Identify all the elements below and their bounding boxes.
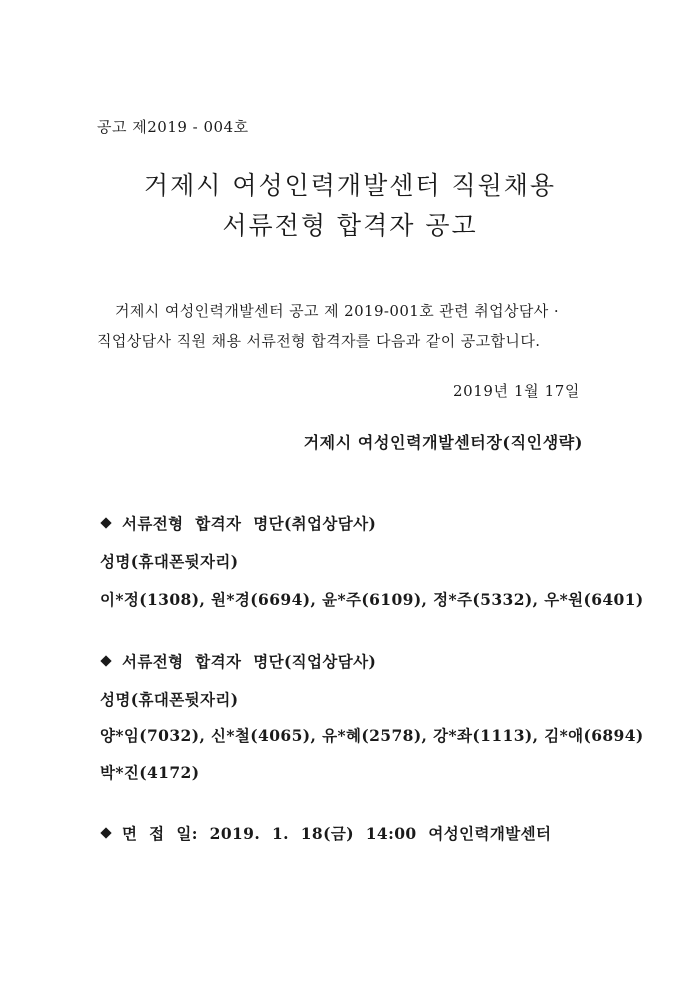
section-1-heading	[100, 512, 376, 534]
section-1-names: 이*정(1308), 원*경(6694), 윤*주(6109), 정*주(5332), 우*원(6401)	[100, 590, 644, 609]
section-1-heading-text: 서류전형 합격자 명단(취업상담사)	[122, 514, 377, 533]
title-line-2: 서류전형 합격자 공고	[222, 211, 478, 240]
diamond-bullet-icon	[100, 517, 111, 528]
signer: 거제시 여성인력개발센터장(직인생략)	[303, 433, 583, 452]
announcement-date: 2019년 1월 17일	[452, 382, 580, 400]
interview-text: 면 접 일: 2019. 1. 18(금) 14:00 여성인력개발센터	[122, 824, 552, 843]
section-2-names-line-1: 양*임(7032), 신*철(4065), 유*혜(2578), 강*좌(1113), 김*애(6894)	[100, 726, 644, 745]
body-line-2: 직업상담사 직원 채용 서류전형 합격자를 다음과 같이 공고합니다.	[97, 332, 541, 350]
title-line-1: 거제시 여성인력개발센터 직원채용	[143, 171, 557, 200]
diamond-bullet-icon	[100, 655, 111, 666]
section-1-subheading: 성명(휴대폰뒷자리)	[100, 552, 239, 571]
section-2-heading-text: 서류전형 합격자 명단(직업상담사)	[122, 652, 377, 671]
body-line-1: 거제시 여성인력개발센터 공고 제 2019-001호 관련 취업상담사 ·	[115, 302, 559, 320]
diamond-bullet-icon	[100, 827, 111, 838]
notice-number: 공고 제2019 - 004호	[97, 118, 249, 136]
announcement-body	[97, 296, 597, 356]
section-2-heading	[100, 650, 376, 672]
section-2-subheading: 성명(휴대폰뒷자리)	[100, 690, 239, 709]
section-2-names-line-2: 박*진(4172)	[100, 763, 200, 782]
interview-info	[100, 822, 551, 844]
